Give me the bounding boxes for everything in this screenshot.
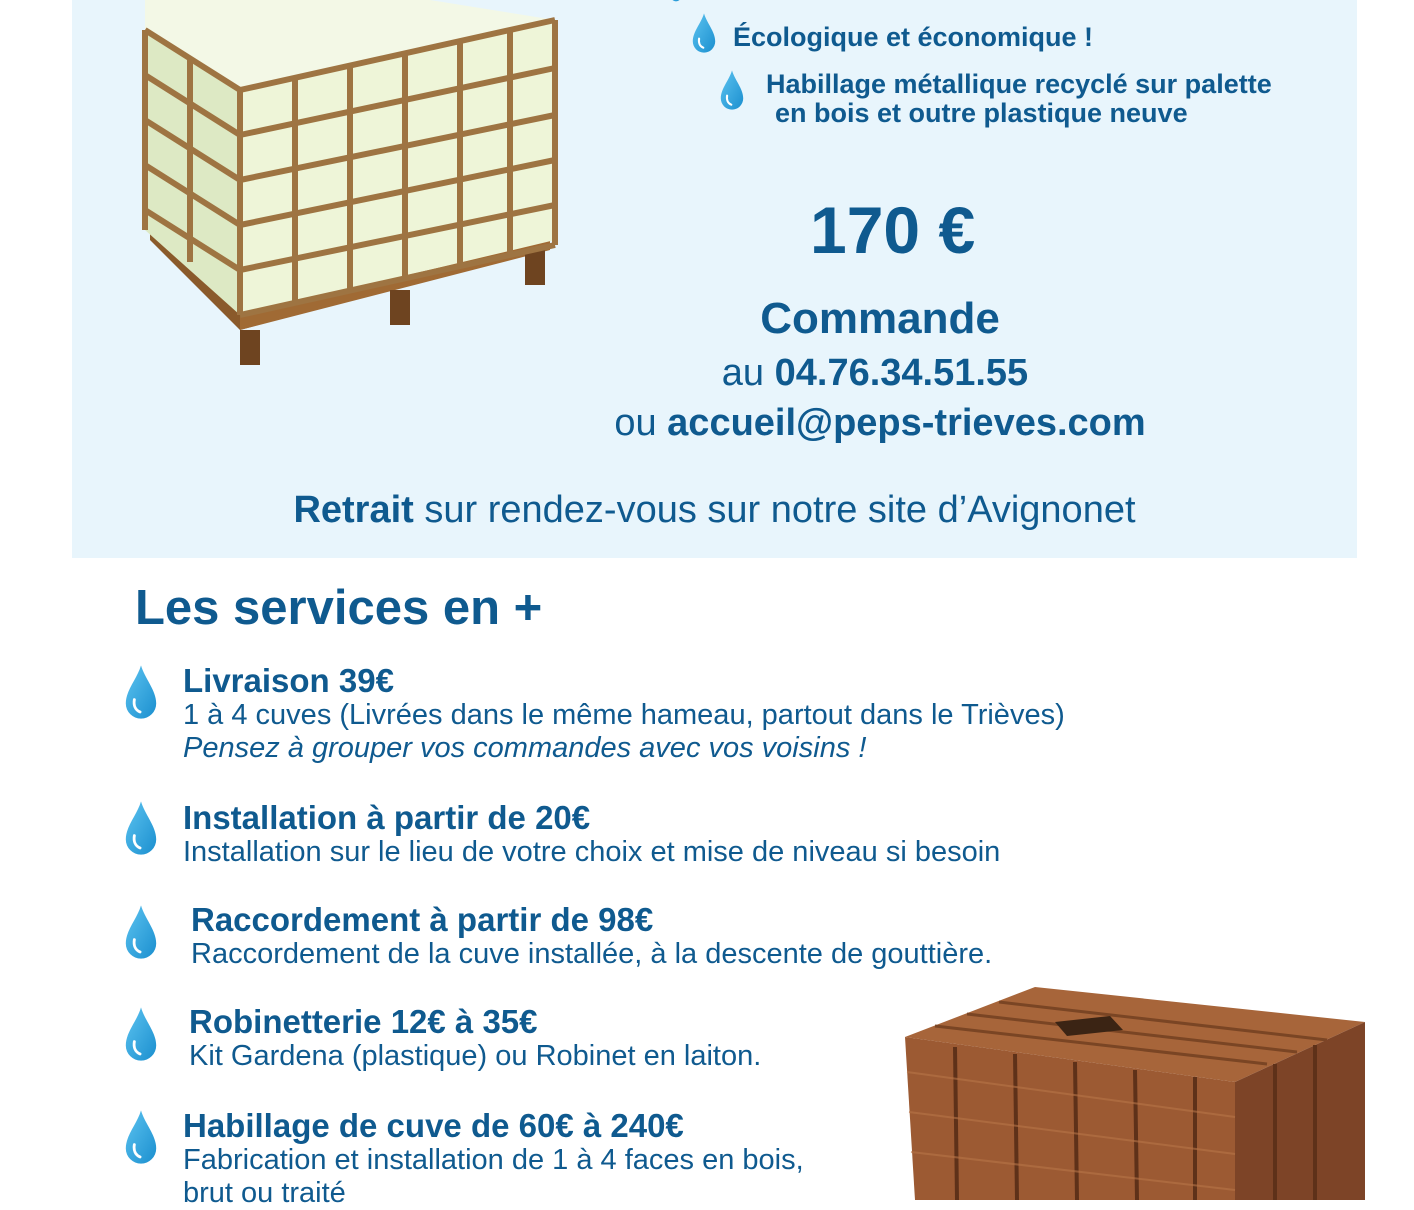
- water-drop-icon: [718, 67, 746, 113]
- water-drop-icon: [122, 1107, 160, 1167]
- water-drop-icon: [662, 0, 690, 12]
- service-raccordement: [191, 902, 992, 971]
- service-desc: Fabrication et installation de 1 à 4 faces en bois,: [183, 1144, 804, 1176]
- water-drop-icon: [122, 1004, 160, 1064]
- service-desc: Kit Gardena (plastique) ou Robinet en laiton.: [189, 1040, 762, 1072]
- pickup-label: Retrait: [293, 489, 414, 531]
- order-title: Commande: [760, 294, 1000, 343]
- service-note: Pensez à grouper vos commandes avec vos voisins !: [183, 732, 867, 764]
- service-title: Robinetterie 12€ à 35€: [189, 1003, 538, 1040]
- service-desc: Raccordement de la cuve installée, à la descente de gouttière.: [191, 938, 993, 970]
- feature-ecologique: Écologique et économique !: [733, 22, 1094, 52]
- service-title: Habillage de cuve de 60€ à 240€: [183, 1107, 684, 1144]
- wooden-crate-image: [895, 982, 1365, 1200]
- water-drop-icon: [690, 10, 718, 56]
- water-drop-icon: [122, 798, 160, 858]
- service-installation: [183, 800, 1000, 869]
- water-drop-icon: [122, 902, 160, 962]
- service-habillage: [183, 1108, 804, 1210]
- water-drop-icon: [122, 662, 160, 722]
- service-desc-line2: brut ou traité: [183, 1177, 346, 1209]
- feature-habillage-line1: Habillage métallique recyclé sur palette: [766, 69, 1272, 99]
- phone-number[interactable]: 04.76.34.51.55: [774, 352, 1029, 394]
- phone-prefix: au: [721, 352, 765, 394]
- service-title: Installation à partir de 20€: [183, 799, 591, 836]
- service-title: Livraison 39€: [183, 662, 394, 699]
- pickup-line: [72, 489, 1357, 532]
- email-prefix: ou: [614, 402, 657, 444]
- email-link[interactable]: accueil@peps-trieves.com: [667, 402, 1146, 444]
- pickup-text: sur rendez-vous sur notre site d’Avignonet: [424, 489, 1136, 531]
- service-livraison: [183, 663, 1065, 765]
- price: 170 €: [810, 193, 976, 267]
- order-phone-line: [230, 352, 1414, 395]
- service-title: Raccordement à partir de 98€: [191, 901, 654, 938]
- service-desc: 1 à 4 cuves (Livrées dans le même hameau, partout dans le Trièves): [183, 699, 1065, 731]
- service-desc: Installation sur le lieu de votre choix et mise de niveau si besoin: [183, 836, 1001, 868]
- services-title: Les services en +: [135, 581, 543, 635]
- feature-habillage-line2: en bois et outre plastique neuve: [775, 98, 1188, 128]
- order-email-line: [235, 402, 1414, 445]
- service-robinetterie: [189, 1004, 761, 1073]
